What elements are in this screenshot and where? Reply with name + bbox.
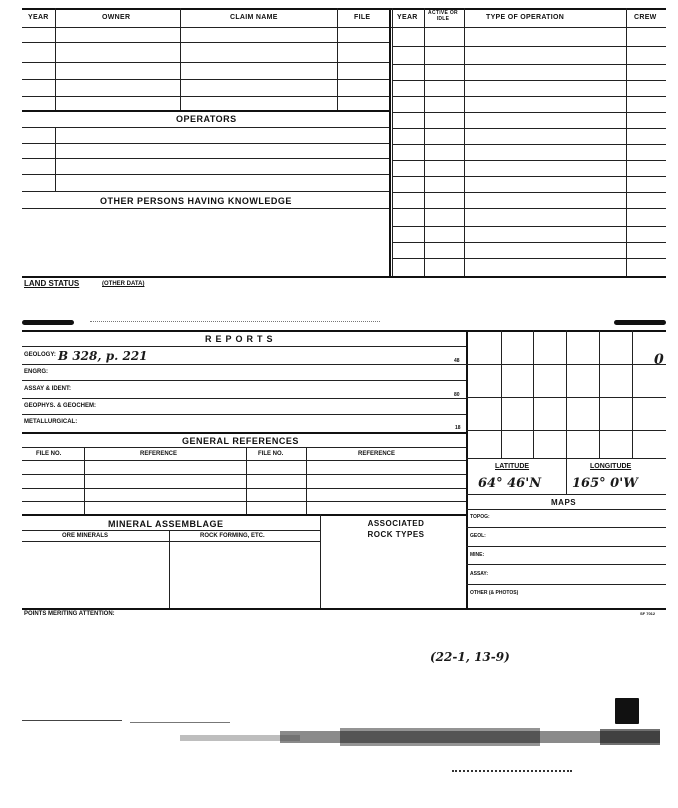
scan-bottom-dots: [452, 770, 572, 772]
points-meriting-attention: POINTS MERITING ATTENTION:: [24, 611, 115, 617]
maps-other: OTHER (& PHOTOS): [470, 590, 519, 596]
assay-code: 80: [454, 392, 460, 398]
longitude-label: LONGITUDE: [590, 463, 632, 470]
operators-label: OPERATORS: [176, 114, 237, 124]
metallurgical-label: METALLURGICAL:: [24, 419, 78, 425]
grid-mark: 0: [654, 352, 664, 368]
ink-smudge-left: [22, 320, 74, 325]
maps-topog: TOPOG:: [470, 514, 490, 520]
header-year-right: YEAR: [397, 14, 418, 21]
header-file: FILE: [354, 14, 371, 21]
header-claim-name: CLAIM NAME: [230, 14, 278, 21]
other-persons-label: OTHER PERSONS HAVING KNOWLEDGE: [100, 196, 292, 206]
ref-header-reference-1: REFERENCE: [140, 451, 178, 457]
geology-value: B 328, p. 221: [58, 349, 148, 363]
latitude-label: LATITUDE: [495, 463, 530, 470]
scan-black-square: [615, 698, 639, 724]
land-status-sublabel: (OTHER DATA): [102, 281, 145, 287]
scan-noise-band: [180, 725, 670, 749]
associated-rock-types: ASSOCIATED ROCK TYPES: [367, 519, 425, 539]
engrg-label: ENGRG:: [24, 369, 48, 375]
form-code: SF 7012: [640, 611, 656, 616]
handwritten-annotation: (22-1, 13-9): [430, 650, 510, 664]
ref-header-file-no-2: FILE NO.: [258, 451, 284, 457]
rock-forming-label: ROCK FORMING, ETC.: [200, 533, 265, 539]
maps-geol: GEOL:: [470, 533, 486, 539]
ref-header-reference-2: REFERENCE: [358, 451, 396, 457]
ore-minerals-label: ORE MINERALS: [62, 533, 109, 539]
maps-mine: MINE:: [470, 552, 485, 558]
mineral-assemblage-title: MINERAL ASSEMBLAGE: [108, 519, 224, 529]
header-active-or-idle: ACTIVE OR IDLE: [428, 10, 458, 22]
geology-code: 48: [454, 358, 460, 364]
header-year: YEAR: [28, 14, 49, 21]
latitude-value: 64° 46'N: [478, 476, 542, 491]
general-references-title: GENERAL REFERENCES: [182, 436, 299, 446]
metallurgical-code: 18: [455, 425, 461, 431]
ink-smudge-right: [614, 320, 666, 325]
geophys-geochem-label: GEOPHYS. & GEOCHEM:: [24, 403, 97, 409]
reports-title: REPORTS: [205, 334, 277, 344]
header-crew: CREW: [634, 14, 657, 21]
maps-assay: ASSAY:: [470, 571, 489, 577]
header-owner: OWNER: [102, 14, 131, 21]
header-type-of-operation: TYPE OF OPERATION: [486, 14, 565, 21]
longitude-value: 165° 0'W: [572, 476, 638, 491]
land-status-label: LAND STATUS: [24, 279, 80, 288]
assay-ident-label: ASSAY & IDENT:: [24, 386, 72, 392]
geology-label: GEOLOGY:: [24, 352, 56, 358]
maps-title: MAPS: [551, 498, 577, 507]
ref-header-file-no-1: FILE NO.: [36, 451, 62, 457]
scan-noise-dots: [90, 321, 380, 324]
